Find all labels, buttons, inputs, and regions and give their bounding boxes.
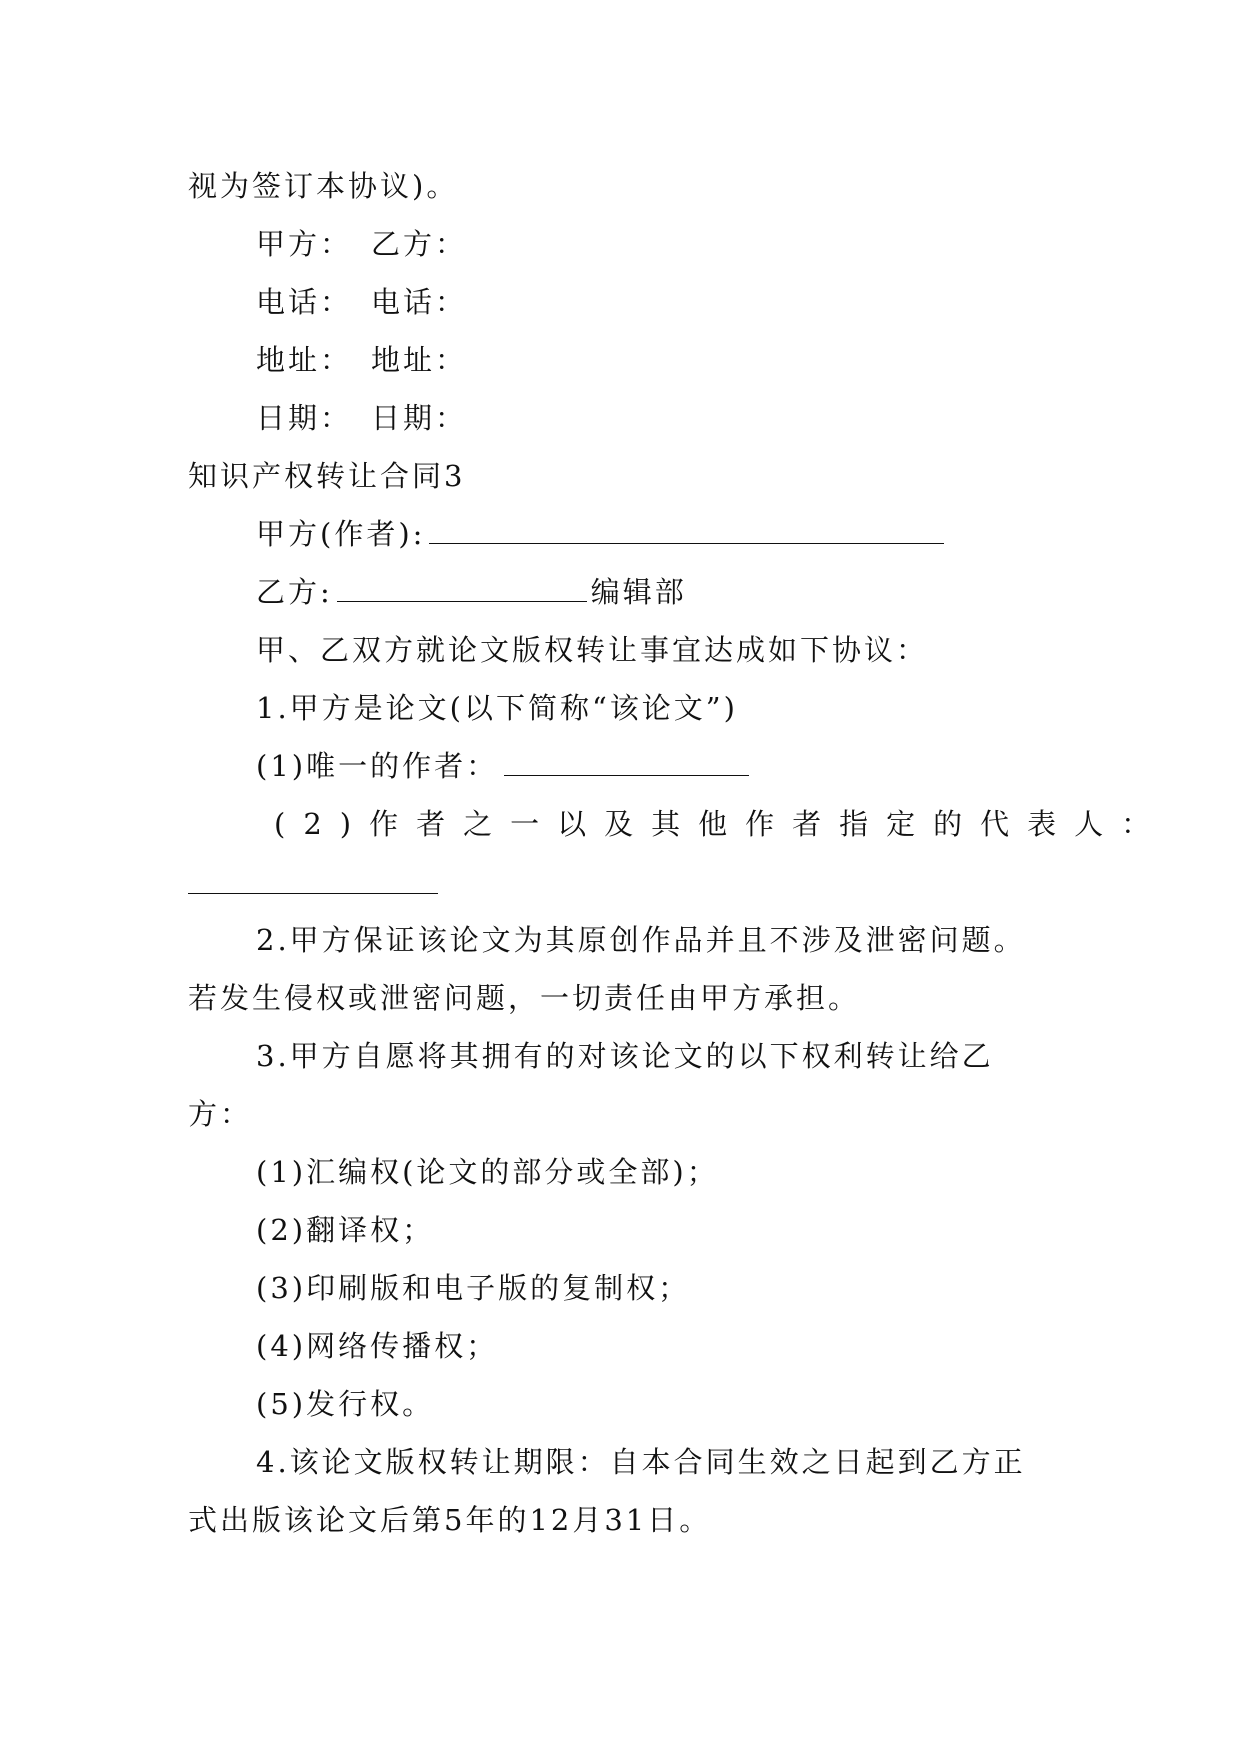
clause-3-line-2: 方： (188, 1097, 253, 1131)
party-b-author-label: 乙方: (256, 575, 333, 609)
clause-4-line-1: 4.该论文版权转让期限：自本合同生效之日起到乙方正 (256, 1445, 1026, 1479)
date-b-label: 日期： (371, 401, 468, 435)
clause-2-line-1: 2.甲方保证该论文为其原创作品并且不涉及泄密问题。 (256, 923, 1026, 957)
party-b-label: 乙方： (371, 227, 468, 261)
party-b-line (256, 574, 1126, 610)
clause-4-line-2: 式出版该论文后第5年的12月31日。 (188, 1503, 712, 1537)
editorial-dept-label: 编辑部 (590, 575, 687, 609)
address-a-label: 地址： (256, 343, 353, 377)
text-line: 视为签订本协议)。 (188, 169, 459, 203)
party-b-blank (337, 577, 587, 602)
clause-2-line-2: 若发生侵权或泄密问题，一切责任由甲方承担。 (188, 981, 861, 1015)
clause-1-item-1 (256, 748, 1126, 784)
phone-a-label: 电话： (256, 285, 353, 319)
phone-b-label: 电话： (371, 285, 468, 319)
date-row (256, 400, 1126, 436)
date-a-label: 日期： (256, 401, 353, 435)
party-a-author-label: 甲方(作者): (256, 517, 426, 551)
party-label-row (256, 226, 1126, 262)
representative-line (188, 866, 1058, 902)
clause-1-item-2: (2)作者之一以及其他作者指定的代表人： (274, 807, 1169, 841)
section-title: 知识产权转让合同3 (188, 459, 466, 493)
address-row (256, 342, 1126, 378)
right-item-1: (1)汇编权(论文的部分或全部)； (256, 1155, 719, 1189)
sole-author-blank (504, 751, 749, 776)
intro-text: 甲、乙双方就论文版权转让事宜达成如下协议： (256, 633, 929, 667)
party-a-label: 甲方： (256, 227, 353, 261)
clause-3-line-1: 3.甲方自愿将其拥有的对该论文的以下权利转让给乙 (256, 1039, 994, 1073)
right-item-5: (5)发行权。 (256, 1387, 435, 1421)
right-item-4: (4)网络传播权； (256, 1329, 499, 1363)
clause-1: 1.甲方是论文(以下简称“该论文”) (256, 691, 738, 725)
sole-author-label: (1)唯一的作者： (256, 749, 499, 783)
party-a-blank (429, 519, 944, 544)
right-item-2: (2)翻译权； (256, 1213, 435, 1247)
right-item-3: (3)印刷版和电子版的复制权； (256, 1271, 691, 1305)
phone-row (256, 284, 1126, 320)
address-b-label: 地址： (371, 343, 468, 377)
representative-blank (188, 869, 438, 894)
party-a-line (256, 516, 1126, 552)
